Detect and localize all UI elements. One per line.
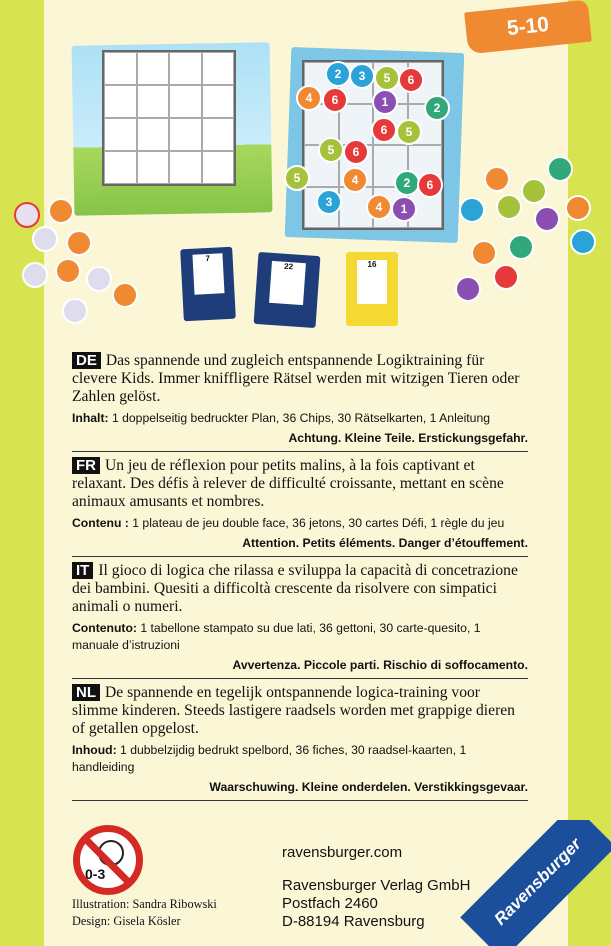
contents-label-nl: Inhoud: — [72, 743, 117, 757]
animal-chip — [22, 262, 48, 288]
loose-chip — [570, 229, 596, 255]
divider — [72, 678, 528, 679]
address-line: Postfach 2460 — [282, 895, 378, 912]
number-chip: 6 — [343, 139, 369, 165]
number-chip: 4 — [296, 85, 322, 111]
contents-de: 1 doppelseitig bedruckter Plan, 36 Chips, 30 Rätselkarten, 1 Anleitung — [108, 411, 490, 425]
number-chip: 2 — [424, 95, 450, 121]
loose-chip — [521, 178, 547, 204]
divider — [72, 556, 528, 557]
section-it — [72, 562, 528, 673]
animal-chip — [55, 258, 81, 284]
address-line: Ravensburger Verlag GmbH — [282, 877, 471, 894]
puzzle-card — [346, 252, 398, 326]
loose-chip — [547, 156, 573, 182]
animal-chip — [48, 198, 74, 224]
logo-corner — [440, 820, 611, 946]
ravensburger-logo: Ravensburger — [460, 820, 611, 946]
contents-fr: 1 plateau de jeu double face, 36 jetons, 30 cartes Défi, 1 règle du jeu — [128, 516, 505, 530]
lang-tag-it: IT — [72, 562, 93, 579]
lang-tag-fr: FR — [72, 457, 100, 474]
loose-chip — [459, 197, 485, 223]
age-warning-icon — [73, 825, 143, 895]
puzzle-card — [254, 252, 321, 328]
warning-nl: Waarschuwing. Kleine onderdelen. Verstikkingsgevaar. — [209, 780, 528, 794]
card-number: 22 — [269, 261, 306, 305]
loose-chip — [455, 276, 481, 302]
number-chip: 4 — [366, 194, 392, 220]
loose-chip — [471, 240, 497, 266]
puzzle-card — [180, 247, 236, 322]
warning-fr: Attention. Petits éléments. Danger d’étouffement. — [242, 536, 528, 550]
desc-it: Il gioco di logica che rilassa e sviluppa la capacità di concetrazione dei bambini. Quesiti a difficoltà crescente da risolvere con simpatici animali o numeri. — [72, 562, 518, 615]
contents-nl: 1 dubbelzijdig bedrukt spelbord, 36 fiches, 30 raadsel-kaarten, 1 handleiding — [72, 743, 467, 774]
loose-chip — [565, 195, 591, 221]
desc-nl: De spannende en tegelijk ontspannende logica-training voor slimme kinderen. Steeds lastigere raadsels worden met grappige dieren of getallen opgelost. — [72, 684, 515, 737]
website-link[interactable]: ravensburger.com — [282, 844, 403, 861]
illustration-credit: Illustration: Sandra Ribowski — [72, 897, 217, 911]
contents-label-it: Contenuto: — [72, 621, 137, 635]
lang-tag-de: DE — [72, 352, 101, 369]
design-credit: Design: Gisela Kösler — [72, 914, 181, 928]
number-chip: 3 — [349, 63, 375, 89]
number-chip: 5 — [396, 119, 422, 145]
contents-it: 1 tabellone stampato su due lati, 36 gettoni, 30 carte-quesito, 1 manuale d’istruzioni — [72, 621, 481, 652]
desc-fr: Un jeu de réflexion pour petits malins, à la fois captivant et relaxant. Des défis à relever de difficulté croissante, mettant en scène animaux amusants et nombres. — [72, 457, 504, 510]
number-chip: 6 — [322, 87, 348, 113]
animal-chip — [66, 230, 92, 256]
number-chip: 6 — [417, 172, 443, 198]
animal-chip — [62, 298, 88, 324]
number-chip: 4 — [342, 167, 368, 193]
credits — [72, 896, 217, 930]
lang-tag-nl: NL — [72, 684, 100, 701]
animal-chip — [14, 202, 40, 228]
card-number: 16 — [357, 260, 387, 304]
number-chip: 5 — [374, 65, 400, 91]
loose-chip — [534, 206, 560, 232]
number-chip: 1 — [372, 89, 398, 115]
warning-de: Achtung. Kleine Teile. Erstickungsgefahr. — [288, 431, 528, 445]
card-number: 7 — [192, 253, 224, 295]
address-line: D-88194 Ravensburg — [282, 913, 425, 930]
contents-label-de: Inhalt: — [72, 411, 109, 425]
animal-chip — [32, 226, 58, 252]
number-chip: 6 — [398, 67, 424, 93]
number-chip: 5 — [284, 165, 310, 191]
number-chip: 1 — [391, 196, 417, 222]
loose-chip — [484, 166, 510, 192]
number-chip: 5 — [318, 137, 344, 163]
contents-label-fr: Contenu : — [72, 516, 129, 530]
number-chip: 6 — [371, 117, 397, 143]
age-warning-label: 0-3 — [85, 866, 106, 882]
number-chip: 3 — [316, 189, 342, 215]
age-badge: 5-10 — [464, 0, 592, 54]
desc-de: Das spannende und zugleich entspannende Logiktraining für clevere Kids. Immer kniffligere Rätsel werden mit witzigen Tieren oder Zahlen gelöst. — [72, 352, 520, 405]
divider — [72, 451, 528, 452]
number-chip: 2 — [394, 170, 420, 196]
section-de — [72, 352, 528, 446]
warning-it: Avvertenza. Piccole parti. Rischio di soffocamento. — [232, 658, 528, 672]
loose-chip — [493, 264, 519, 290]
animal-grid — [102, 50, 236, 186]
description-text — [72, 352, 528, 806]
loose-chip — [508, 234, 534, 260]
animal-chip — [112, 282, 138, 308]
loose-chip — [496, 194, 522, 220]
section-nl — [72, 684, 528, 795]
section-fr — [72, 457, 528, 551]
divider — [72, 800, 528, 801]
number-chip: 2 — [325, 61, 351, 87]
animal-chip — [86, 266, 112, 292]
